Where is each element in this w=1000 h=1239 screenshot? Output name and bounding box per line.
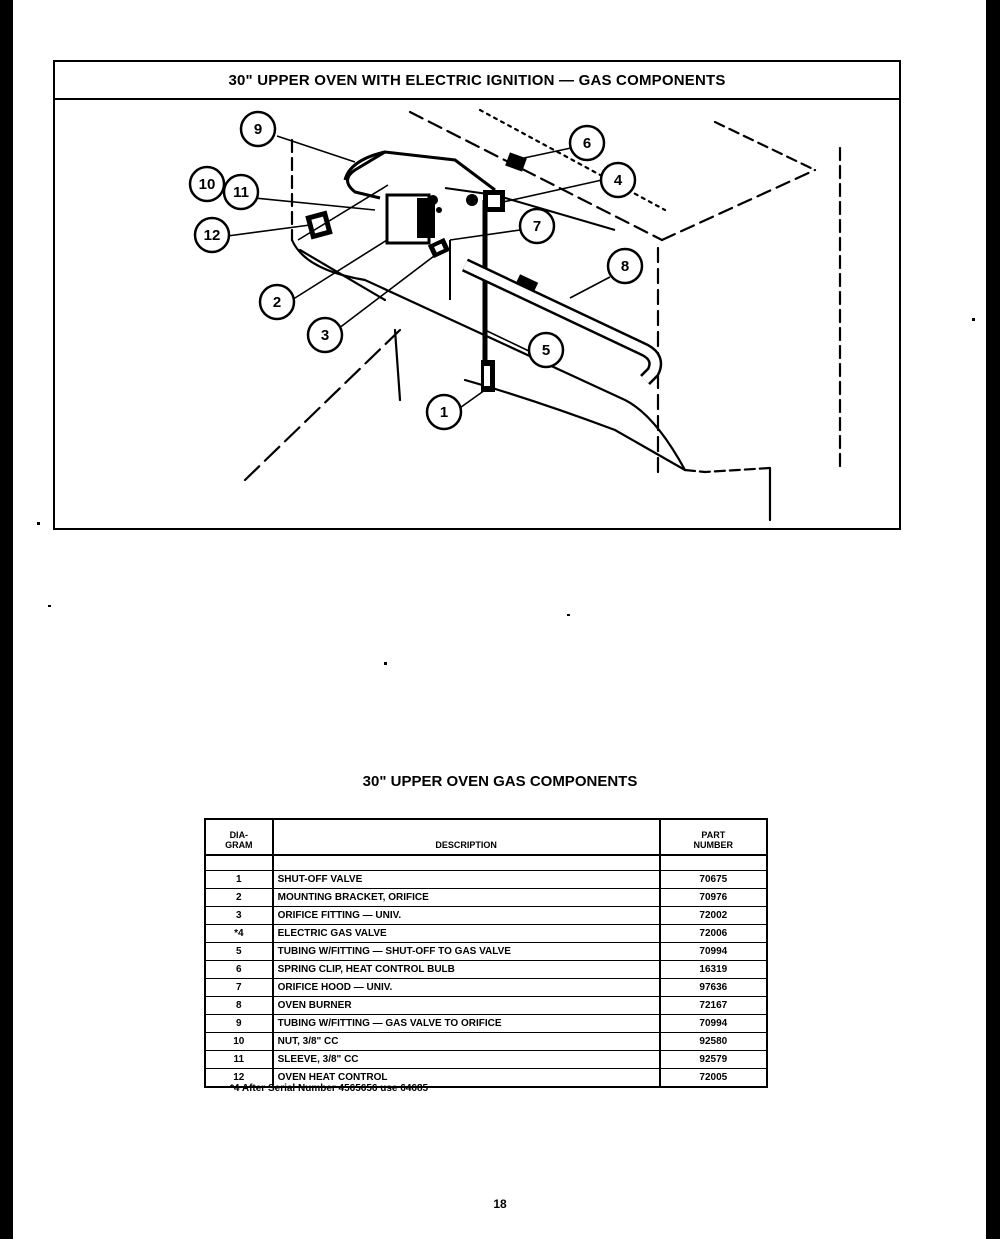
table-spacer-row bbox=[205, 855, 767, 871]
part-number-cell: 72002 bbox=[660, 907, 767, 925]
svg-text:12: 12 bbox=[203, 227, 221, 244]
description-cell: ORIFICE FITTING — UNIV. bbox=[273, 907, 660, 925]
callout-5 bbox=[529, 333, 563, 367]
description-cell: MOUNTING BRACKET, ORIFICE bbox=[273, 889, 660, 907]
column-header-part-number: PART NUMBER bbox=[660, 819, 767, 855]
diagram-number-cell: 11 bbox=[205, 1051, 273, 1069]
diagram-number-cell: 5 bbox=[205, 943, 273, 961]
callout-8 bbox=[608, 249, 642, 283]
leader-lines bbox=[220, 136, 610, 410]
footnote: *4 After Serial Number 4565656 use 64685 bbox=[230, 1083, 429, 1094]
table-row bbox=[205, 979, 767, 997]
callout-3 bbox=[308, 318, 342, 352]
parts-table bbox=[204, 818, 768, 1088]
description-cell: SPRING CLIP, HEAT CONTROL BULB bbox=[273, 961, 660, 979]
table-row bbox=[205, 943, 767, 961]
part-number-cell: 70976 bbox=[660, 889, 767, 907]
description-cell: SLEEVE, 3/8" CC bbox=[273, 1051, 660, 1069]
part-number-cell: 72006 bbox=[660, 925, 767, 943]
part-number-cell: 70675 bbox=[660, 871, 767, 889]
part-number-cell: 70994 bbox=[660, 943, 767, 961]
table-row bbox=[205, 961, 767, 979]
scan-speck bbox=[972, 318, 975, 321]
table-row bbox=[205, 871, 767, 889]
scan-speck bbox=[384, 662, 387, 665]
table-row bbox=[205, 925, 767, 943]
description-cell: ORIFICE HOOD — UNIV. bbox=[273, 979, 660, 997]
diagram-number-cell: 7 bbox=[205, 979, 273, 997]
description-cell: OVEN HEAT CONTROL bbox=[273, 1069, 660, 1088]
description-cell: TUBING W/FITTING — GAS VALVE TO ORIFICE bbox=[273, 1015, 660, 1033]
table-row bbox=[205, 997, 767, 1015]
svg-text:11: 11 bbox=[233, 184, 249, 201]
callout-12 bbox=[195, 218, 229, 252]
parts-table-body bbox=[205, 855, 767, 1087]
svg-text:8: 8 bbox=[620, 258, 630, 275]
svg-text:3: 3 bbox=[320, 327, 330, 344]
part-number-cell: 72005 bbox=[660, 1069, 767, 1088]
orifice-fitting bbox=[428, 238, 450, 258]
table-header-row bbox=[205, 819, 767, 855]
diagram-number-cell: 6 bbox=[205, 961, 273, 979]
diagram-number-cell: 8 bbox=[205, 997, 273, 1015]
svg-text:4: 4 bbox=[613, 172, 623, 189]
part-number-cell: 97636 bbox=[660, 979, 767, 997]
part-number-cell: 92579 bbox=[660, 1051, 767, 1069]
shut-off-valve bbox=[481, 360, 495, 392]
oven-cavity-outline bbox=[245, 110, 840, 520]
svg-text:2: 2 bbox=[272, 294, 282, 311]
callout-2 bbox=[260, 285, 294, 319]
table-row bbox=[205, 1015, 767, 1033]
part-number-cell: 92580 bbox=[660, 1033, 767, 1051]
svg-text:7: 7 bbox=[532, 218, 542, 235]
callout-4 bbox=[601, 163, 635, 197]
callout-6 bbox=[570, 126, 604, 160]
diagram-number-cell: 3 bbox=[205, 907, 273, 925]
part-number-cell: 16319 bbox=[660, 961, 767, 979]
diagram-number-cell: 12 bbox=[205, 1069, 273, 1088]
gas-tubing bbox=[345, 152, 615, 360]
callout-7 bbox=[520, 209, 554, 243]
scan-speck bbox=[37, 522, 40, 525]
description-cell: TUBING W/FITTING — SHUT-OFF TO GAS VALVE bbox=[273, 943, 660, 961]
scan-speck bbox=[567, 614, 570, 616]
svg-text:1: 1 bbox=[439, 404, 449, 421]
diagram-number-cell: 2 bbox=[205, 889, 273, 907]
svg-text:6: 6 bbox=[582, 135, 592, 152]
table-row bbox=[205, 907, 767, 925]
scan-speck bbox=[48, 605, 51, 607]
parts-illustration bbox=[55, 100, 899, 528]
table-row bbox=[205, 1033, 767, 1051]
table-title: 30" UPPER OVEN GAS COMPONENTS bbox=[362, 773, 638, 790]
callout-11 bbox=[224, 175, 258, 209]
svg-text:5: 5 bbox=[541, 342, 551, 359]
part-number-cell: 72167 bbox=[660, 997, 767, 1015]
diagram-number-cell: 9 bbox=[205, 1015, 273, 1033]
page-number: 18 bbox=[493, 1197, 507, 1211]
description-cell: ELECTRIC GAS VALVE bbox=[273, 925, 660, 943]
part-number-cell: 70994 bbox=[660, 1015, 767, 1033]
svg-text:10: 10 bbox=[198, 176, 216, 193]
diagram-title: 30" UPPER OVEN WITH ELECTRIC IGNITION — GAS COMPONENTS bbox=[55, 62, 899, 100]
table-row bbox=[205, 889, 767, 907]
callout-10 bbox=[190, 167, 224, 201]
svg-text:9: 9 bbox=[253, 121, 263, 138]
description-cell: SHUT-OFF VALVE bbox=[273, 871, 660, 889]
table-row bbox=[205, 1051, 767, 1069]
callout-9 bbox=[241, 112, 275, 146]
callout-1 bbox=[427, 395, 461, 429]
diagram-number-cell: 10 bbox=[205, 1033, 273, 1051]
scan-speck bbox=[6, 350, 9, 356]
description-cell: NUT, 3/8" CC bbox=[273, 1033, 660, 1051]
diagram-number-cell: *4 bbox=[205, 925, 273, 943]
column-header-description: DESCRIPTION bbox=[273, 819, 660, 855]
exploded-diagram bbox=[53, 60, 901, 530]
column-header-diagram: DIA- GRAM bbox=[205, 819, 273, 855]
diagram-number-cell: 1 bbox=[205, 871, 273, 889]
description-cell: OVEN BURNER bbox=[273, 997, 660, 1015]
